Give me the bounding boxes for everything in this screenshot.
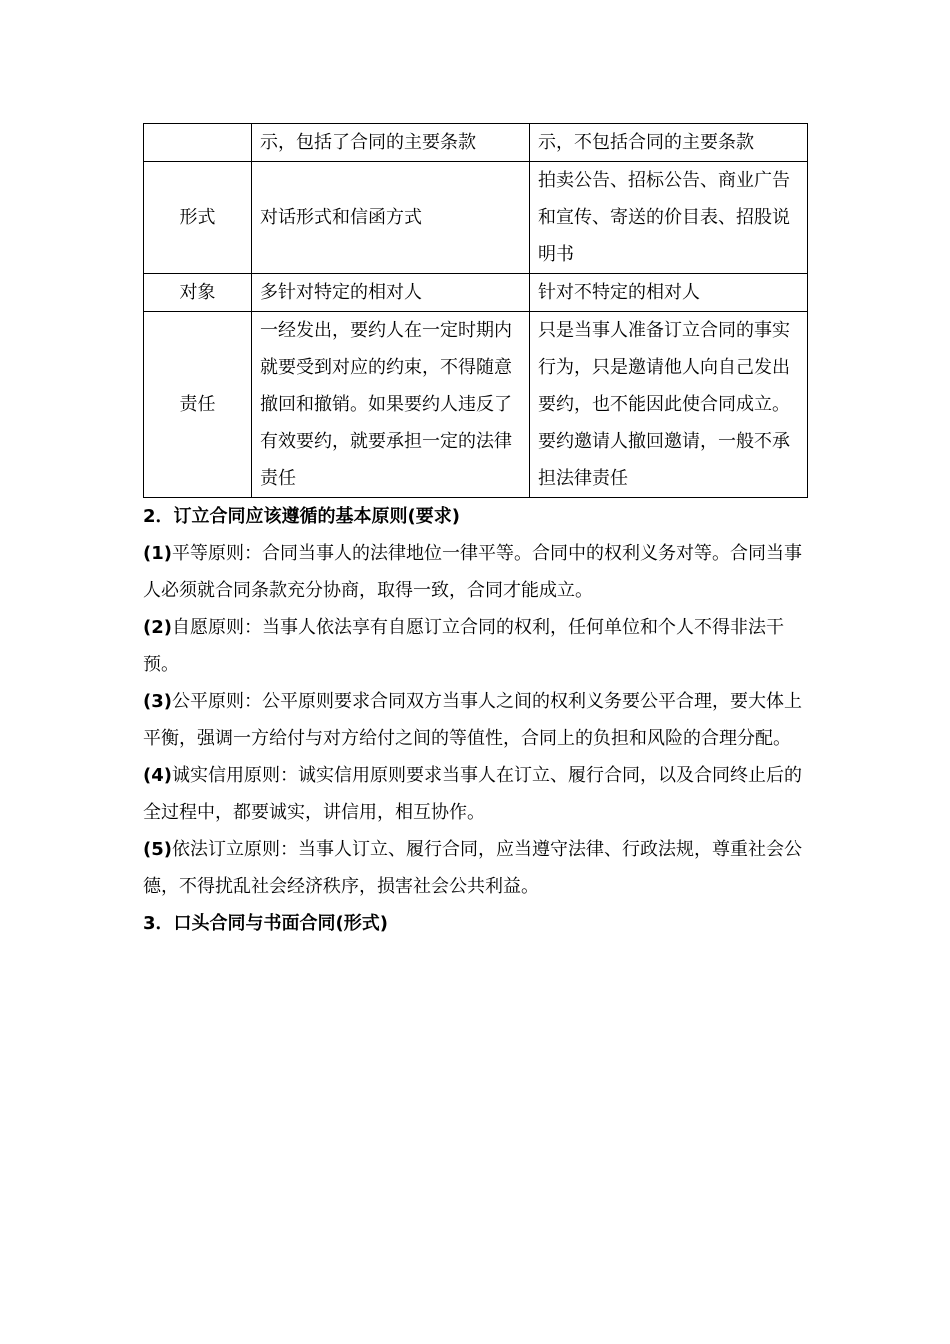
document-body <box>143 123 807 942</box>
table-row <box>144 274 808 312</box>
row-label: 形式 <box>144 162 252 274</box>
item-number: (4) <box>143 765 172 786</box>
table-row <box>144 162 808 274</box>
item-number: (5) <box>143 839 172 860</box>
section-heading-contract-forms: 3．口头合同与书面合同(形式) <box>143 913 388 934</box>
principle-paragraph <box>143 609 807 683</box>
row-label: 责任 <box>144 312 252 498</box>
row-label <box>144 124 252 162</box>
offer-cell: 一经发出，要约人在一定时期内就要受到对应的约束，不得随意撤回和撤销。如果要约人违反了有效要约，就要承担一定的法律责任 <box>252 312 530 498</box>
item-text: 诚实信用原则：诚实信用原则要求当事人在订立、履行合同，以及合同终止后的全过程中，都要诚实，讲信用，相互协作。 <box>143 765 802 823</box>
offer-cell: 对话形式和信函方式 <box>252 162 530 274</box>
item-number: (3) <box>143 691 172 712</box>
principle-paragraph <box>143 535 807 609</box>
invitation-cell: 拍卖公告、招标公告、商业广告和宣传、寄送的价目表、招股说明书 <box>530 162 808 274</box>
item-text: 自愿原则：当事人依法享有自愿订立合同的权利，任何单位和个人不得非法干预。 <box>143 617 784 675</box>
principle-paragraph <box>143 757 807 831</box>
principle-paragraph <box>143 683 807 757</box>
item-text: 公平原则：公平原则要求合同双方当事人之间的权利义务要公平合理，要大体上平衡，强调一方给付与对方给付之间的等值性，合同上的负担和风险的合理分配。 <box>143 691 802 749</box>
row-label: 对象 <box>144 274 252 312</box>
table-row <box>144 124 808 162</box>
invitation-cell: 针对不特定的相对人 <box>530 274 808 312</box>
principle-paragraph <box>143 831 807 905</box>
item-text: 平等原则：合同当事人的法律地位一律平等。合同中的权利义务对等。合同当事人必须就合同条款充分协商，取得一致，合同才能成立。 <box>143 543 802 601</box>
comparison-table <box>143 123 808 498</box>
section-heading-principles: 2．订立合同应该遵循的基本原则(要求) <box>143 506 460 527</box>
item-text: 依法订立原则：当事人订立、履行合同，应当遵守法律、行政法规，尊重社会公德，不得扰乱社会经济秩序，损害社会公共利益。 <box>143 839 802 897</box>
offer-cell: 示，包括了合同的主要条款 <box>252 124 530 162</box>
invitation-cell: 只是当事人准备订立合同的事实行为，只是邀请他人向自己发出要约，也不能因此使合同成立。要约邀请人撤回邀请，一般不承担法律责任 <box>530 312 808 498</box>
offer-cell: 多针对特定的相对人 <box>252 274 530 312</box>
invitation-cell: 示，不包括合同的主要条款 <box>530 124 808 162</box>
item-number: (1) <box>143 543 172 564</box>
table-row <box>144 312 808 498</box>
item-number: (2) <box>143 617 172 638</box>
